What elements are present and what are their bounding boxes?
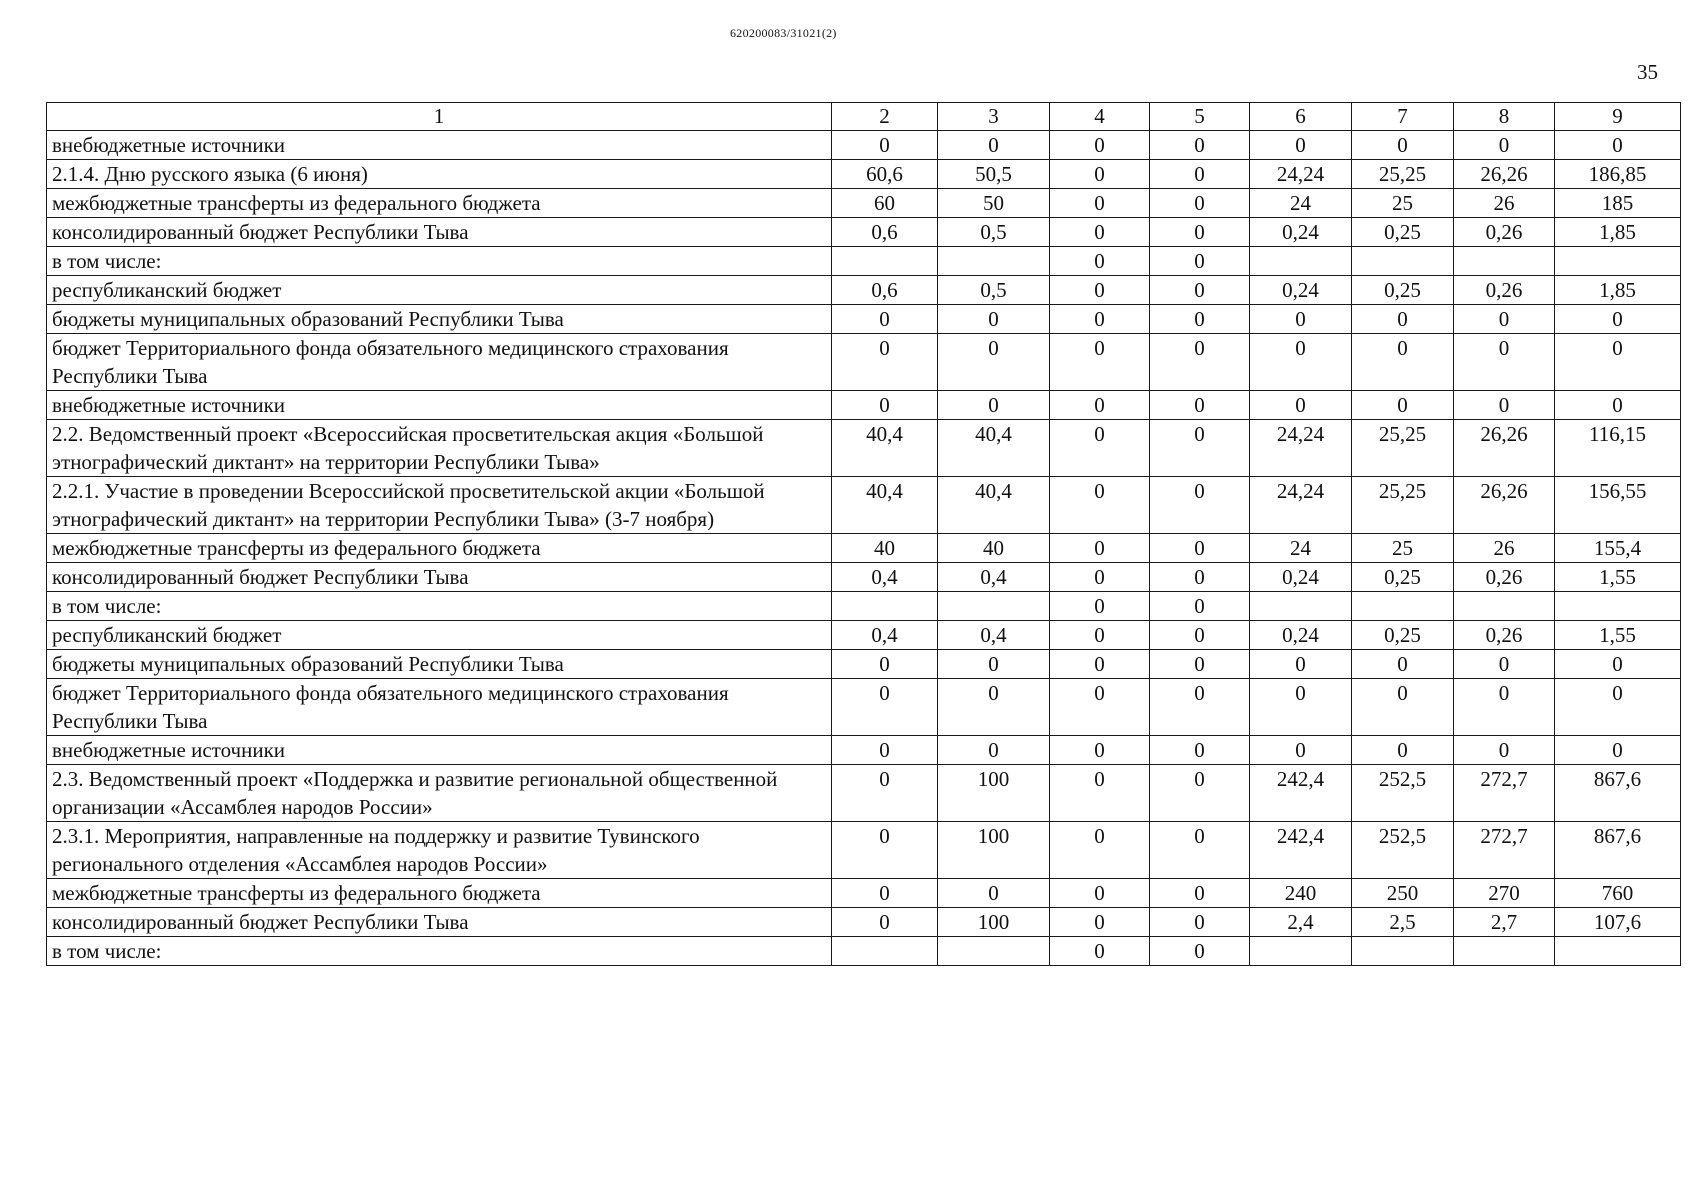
table-row [47,247,1681,276]
value-cell: 0 [1150,679,1250,736]
value-cell [832,592,938,621]
value-cell: 116,15 [1555,420,1681,477]
value-cell: 26 [1454,189,1555,218]
value-cell: 0 [1050,621,1150,650]
value-cell: 0 [832,305,938,334]
value-cell: 0 [1150,563,1250,592]
value-cell: 40 [938,534,1050,563]
value-cell: 0 [1050,592,1150,621]
value-cell: 0 [938,334,1050,391]
value-cell: 0,26 [1454,276,1555,305]
value-cell [1250,592,1352,621]
column-header: 8 [1454,103,1555,131]
row-label: внебюджетные источники [47,391,832,420]
value-cell: 0 [1250,679,1352,736]
row-label: внебюджетные источники [47,736,832,765]
value-cell: 240 [1250,879,1352,908]
value-cell [938,247,1050,276]
value-cell: 0 [1050,131,1150,160]
row-label: консолидированный бюджет Республики Тыва [47,218,832,247]
value-cell: 185 [1555,189,1681,218]
value-cell: 0,26 [1454,621,1555,650]
value-cell: 0,25 [1352,218,1454,247]
value-cell: 107,6 [1555,908,1681,937]
value-cell: 0,25 [1352,563,1454,592]
value-cell: 100 [938,908,1050,937]
row-label: межбюджетные трансферты из федерального бюджета [47,534,832,563]
value-cell: 0 [1150,189,1250,218]
value-cell: 0 [1250,131,1352,160]
value-cell: 0 [1050,247,1150,276]
value-cell [1250,937,1352,966]
value-cell: 0,25 [1352,621,1454,650]
column-header: 1 [47,103,832,131]
value-cell: 50 [938,189,1050,218]
value-cell: 0 [1352,305,1454,334]
table-row [47,534,1681,563]
table-row [47,592,1681,621]
table-row [47,822,1681,879]
value-cell: 0 [1150,477,1250,534]
value-cell: 0 [832,736,938,765]
value-cell: 0 [1150,247,1250,276]
value-cell: 156,55 [1555,477,1681,534]
column-header: 7 [1352,103,1454,131]
value-cell: 0 [1150,334,1250,391]
table-row [47,334,1681,391]
value-cell: 0 [832,650,938,679]
table-row [47,305,1681,334]
value-cell: 1,85 [1555,276,1681,305]
value-cell: 0 [1150,276,1250,305]
value-cell: 0 [1150,822,1250,879]
value-cell: 0 [1150,218,1250,247]
row-label: межбюджетные трансферты из федерального бюджета [47,189,832,218]
row-label: 2.3.1. Мероприятия, направленные на поддержку и развитие Тувинского регионального отделения «Ассамблея народов России» [47,822,832,879]
value-cell: 0 [1050,477,1150,534]
row-label: в том числе: [47,937,832,966]
value-cell: 252,5 [1352,765,1454,822]
value-cell: 0 [1352,334,1454,391]
value-cell: 272,7 [1454,822,1555,879]
table-row [47,276,1681,305]
table-row [47,650,1681,679]
value-cell: 0 [1352,131,1454,160]
value-cell: 0 [1555,334,1681,391]
value-cell: 186,85 [1555,160,1681,189]
value-cell [1352,937,1454,966]
value-cell: 0 [1454,305,1555,334]
value-cell: 26,26 [1454,477,1555,534]
value-cell: 0 [1352,679,1454,736]
document-id: 620200083/31021(2) [730,26,837,40]
value-cell [1250,247,1352,276]
value-cell: 40,4 [832,420,938,477]
value-cell: 0 [1150,420,1250,477]
value-cell: 25,25 [1352,160,1454,189]
value-cell: 0 [832,908,938,937]
value-cell [832,937,938,966]
value-cell: 2,7 [1454,908,1555,937]
value-cell: 0,6 [832,276,938,305]
budget-table [46,102,1681,966]
value-cell: 252,5 [1352,822,1454,879]
value-cell: 100 [938,765,1050,822]
value-cell: 0 [1150,650,1250,679]
value-cell: 0 [938,879,1050,908]
row-label: межбюджетные трансферты из федерального бюджета [47,879,832,908]
value-cell: 242,4 [1250,822,1352,879]
value-cell: 50,5 [938,160,1050,189]
value-cell: 0 [1150,937,1250,966]
value-cell: 24,24 [1250,420,1352,477]
table-row [47,621,1681,650]
value-cell: 0 [1454,334,1555,391]
column-header: 5 [1150,103,1250,131]
value-cell: 0 [1150,592,1250,621]
value-cell: 242,4 [1250,765,1352,822]
value-cell: 0,6 [832,218,938,247]
value-cell [938,592,1050,621]
table-row [47,420,1681,477]
value-cell: 0 [1150,534,1250,563]
value-cell: 0 [938,131,1050,160]
value-cell: 0 [1150,391,1250,420]
value-cell: 40,4 [832,477,938,534]
value-cell: 26,26 [1454,420,1555,477]
value-cell: 0 [1150,765,1250,822]
page-number: 35 [1637,60,1658,84]
row-label: бюджет Территориального фонда обязательного медицинского страхования Республики Тыва [47,679,832,736]
row-label: в том числе: [47,592,832,621]
value-cell: 24,24 [1250,160,1352,189]
table-row [47,477,1681,534]
value-cell: 867,6 [1555,765,1681,822]
value-cell: 0,24 [1250,218,1352,247]
value-cell: 0 [938,391,1050,420]
table-row [47,908,1681,937]
value-cell: 40 [832,534,938,563]
value-cell: 0 [1050,276,1150,305]
value-cell: 60,6 [832,160,938,189]
value-cell: 0 [1050,908,1150,937]
row-label: 2.1.4. Дню русского языка (6 июня) [47,160,832,189]
value-cell: 0 [1050,650,1150,679]
value-cell: 0 [1050,736,1150,765]
value-cell: 0 [832,131,938,160]
table-header [47,103,1681,131]
value-cell: 2,4 [1250,908,1352,937]
value-cell: 0 [832,765,938,822]
value-cell: 0 [938,650,1050,679]
value-cell: 25 [1352,189,1454,218]
value-cell: 0,26 [1454,563,1555,592]
row-label: бюджеты муниципальных образований Республики Тыва [47,305,832,334]
value-cell [938,937,1050,966]
value-cell: 0 [1050,679,1150,736]
value-cell [1454,592,1555,621]
table-row [47,563,1681,592]
value-cell: 0 [938,736,1050,765]
value-cell: 0 [1454,679,1555,736]
row-label: бюджет Территориального фонда обязательного медицинского страхования Республики Тыва [47,334,832,391]
value-cell: 0,25 [1352,276,1454,305]
value-cell: 0,24 [1250,276,1352,305]
value-cell: 272,7 [1454,765,1555,822]
value-cell: 0 [1050,305,1150,334]
table-row [47,189,1681,218]
header-row [47,103,1681,131]
value-cell: 0 [1050,937,1150,966]
value-cell: 26,26 [1454,160,1555,189]
value-cell: 0,26 [1454,218,1555,247]
row-label: бюджеты муниципальных образований Республики Тыва [47,650,832,679]
value-cell: 0 [1150,305,1250,334]
column-header: 4 [1050,103,1150,131]
value-cell: 0 [1050,189,1150,218]
value-cell [1555,937,1681,966]
value-cell: 0,4 [832,563,938,592]
value-cell: 0,4 [938,563,1050,592]
value-cell: 0 [1352,736,1454,765]
value-cell: 0 [1250,650,1352,679]
column-header: 6 [1250,103,1352,131]
column-header: 3 [938,103,1050,131]
value-cell: 0 [1454,736,1555,765]
value-cell: 25,25 [1352,420,1454,477]
value-cell: 25,25 [1352,477,1454,534]
table-row [47,391,1681,420]
value-cell [1555,592,1681,621]
value-cell: 0 [1050,534,1150,563]
value-cell: 0 [1454,131,1555,160]
value-cell: 0 [1555,305,1681,334]
value-cell: 0 [1050,879,1150,908]
table-row [47,736,1681,765]
table-row [47,879,1681,908]
value-cell: 25 [1352,534,1454,563]
value-cell [1352,247,1454,276]
column-header: 9 [1555,103,1681,131]
value-cell [1352,592,1454,621]
value-cell: 40,4 [938,420,1050,477]
row-label: 2.2. Ведомственный проект «Всероссийская просветительская акция «Большой этнографический диктант» на территории Республики Тыва» [47,420,832,477]
value-cell: 0 [1050,334,1150,391]
value-cell: 60 [832,189,938,218]
value-cell: 0 [1454,391,1555,420]
value-cell: 2,5 [1352,908,1454,937]
value-cell: 0,4 [938,621,1050,650]
value-cell: 100 [938,822,1050,879]
table-row [47,679,1681,736]
value-cell: 250 [1352,879,1454,908]
value-cell: 24 [1250,189,1352,218]
value-cell: 0 [832,679,938,736]
value-cell: 0 [938,679,1050,736]
row-label: республиканский бюджет [47,276,832,305]
value-cell: 26 [1454,534,1555,563]
value-cell: 0 [1250,334,1352,391]
value-cell: 1,55 [1555,621,1681,650]
value-cell: 760 [1555,879,1681,908]
value-cell: 0 [1555,736,1681,765]
value-cell: 270 [1454,879,1555,908]
value-cell: 0,24 [1250,621,1352,650]
value-cell: 0 [832,391,938,420]
value-cell: 0 [1050,420,1150,477]
value-cell: 0,4 [832,621,938,650]
row-label: консолидированный бюджет Республики Тыва [47,908,832,937]
value-cell: 0 [1352,650,1454,679]
value-cell: 0 [938,305,1050,334]
value-cell: 0 [1250,736,1352,765]
table-row [47,218,1681,247]
value-cell: 0 [832,822,938,879]
value-cell: 0 [1150,160,1250,189]
value-cell: 0 [1150,621,1250,650]
value-cell: 0 [1050,822,1150,879]
value-cell: 0 [1352,391,1454,420]
value-cell: 0 [832,334,938,391]
value-cell: 0 [1050,160,1150,189]
value-cell: 0 [1050,765,1150,822]
value-cell: 155,4 [1555,534,1681,563]
row-label: консолидированный бюджет Республики Тыва [47,563,832,592]
value-cell: 0,5 [938,276,1050,305]
row-label: 2.2.1. Участие в проведении Всероссийской просветительской акции «Большой этнографический диктант» на территории Республики Тыва» (3-7 ноября) [47,477,832,534]
value-cell [1454,937,1555,966]
table-row [47,765,1681,822]
value-cell: 0 [1050,391,1150,420]
value-cell: 0 [1150,908,1250,937]
value-cell: 0,24 [1250,563,1352,592]
value-cell: 0 [1250,391,1352,420]
value-cell: 867,6 [1555,822,1681,879]
value-cell: 1,85 [1555,218,1681,247]
value-cell: 0,5 [938,218,1050,247]
value-cell: 0 [1250,305,1352,334]
value-cell: 1,55 [1555,563,1681,592]
value-cell: 0 [1555,391,1681,420]
value-cell: 0 [1050,218,1150,247]
value-cell: 0 [1150,736,1250,765]
table-body [47,131,1681,966]
value-cell: 0 [1555,650,1681,679]
table-row [47,131,1681,160]
value-cell [832,247,938,276]
value-cell: 24,24 [1250,477,1352,534]
value-cell: 0 [1555,131,1681,160]
value-cell [1555,247,1681,276]
row-label: 2.3. Ведомственный проект «Поддержка и развитие региональной общественной организации «Ассамблея народов России» [47,765,832,822]
value-cell: 0 [832,879,938,908]
value-cell: 24 [1250,534,1352,563]
value-cell: 0 [1555,679,1681,736]
value-cell: 0 [1454,650,1555,679]
row-label: внебюджетные источники [47,131,832,160]
row-label: в том числе: [47,247,832,276]
value-cell [1454,247,1555,276]
value-cell: 0 [1050,563,1150,592]
row-label: республиканский бюджет [47,621,832,650]
table-row [47,160,1681,189]
value-cell: 0 [1150,131,1250,160]
table-row [47,937,1681,966]
value-cell: 0 [1150,879,1250,908]
value-cell: 40,4 [938,477,1050,534]
column-header: 2 [832,103,938,131]
